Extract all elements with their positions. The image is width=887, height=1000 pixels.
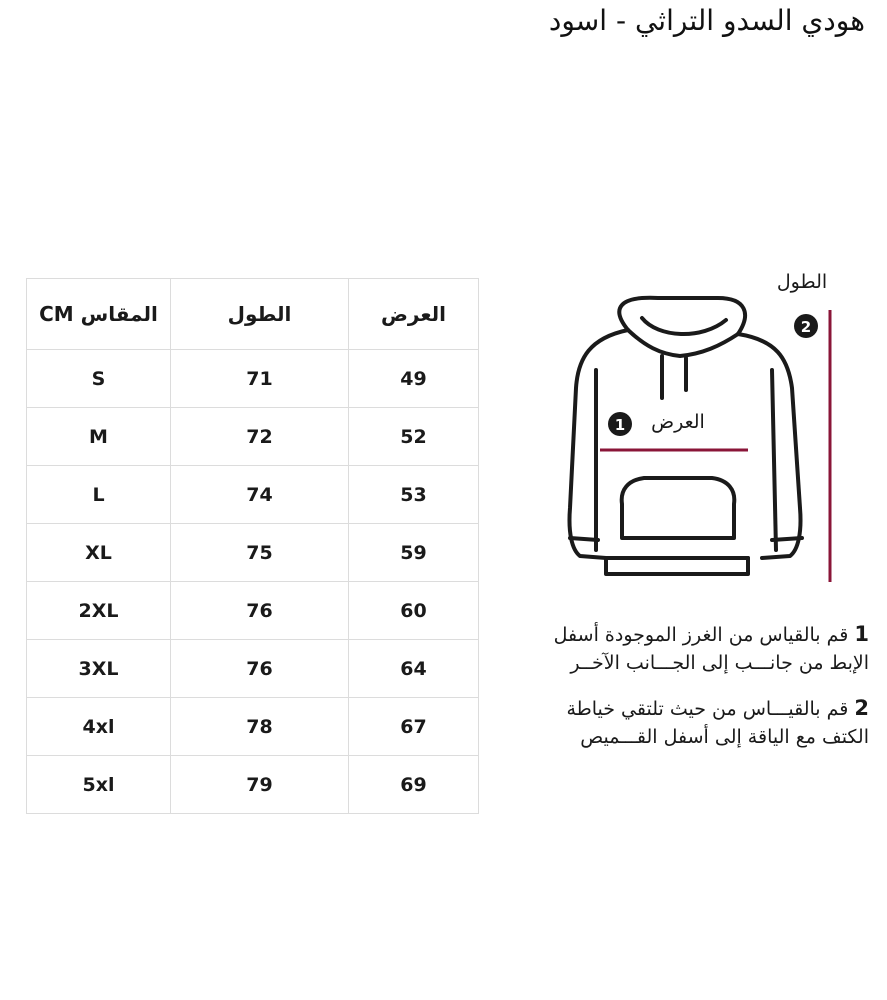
table-row bbox=[27, 756, 479, 814]
cell-width: 60 bbox=[349, 582, 479, 640]
header-width: العرض bbox=[349, 279, 479, 350]
instruction-1-number: 1 bbox=[854, 622, 869, 646]
cell-size: 4xl bbox=[27, 698, 171, 756]
instruction-1-line2: الإبط من جانـــب إلى الجـــانب الآخــر bbox=[570, 652, 869, 674]
cell-length: 76 bbox=[171, 640, 349, 698]
instruction-2-number: 2 bbox=[854, 696, 869, 720]
cell-width: 67 bbox=[349, 698, 479, 756]
hoodie-measurement-diagram bbox=[540, 258, 850, 598]
cell-length: 78 bbox=[171, 698, 349, 756]
cell-length: 71 bbox=[171, 350, 349, 408]
cell-width: 59 bbox=[349, 524, 479, 582]
size-chart-table bbox=[26, 278, 479, 814]
cell-width: 64 bbox=[349, 640, 479, 698]
cell-size: L bbox=[27, 466, 171, 524]
cell-size: S bbox=[27, 350, 171, 408]
cell-size: 2XL bbox=[27, 582, 171, 640]
instruction-2-line2: الكتف مع الياقة إلى أسفل القـــميص bbox=[580, 726, 869, 748]
cell-size: M bbox=[27, 408, 171, 466]
table-row bbox=[27, 350, 479, 408]
length-marker-number: 2 bbox=[800, 318, 812, 336]
hoodie-outline-icon bbox=[569, 298, 802, 574]
instruction-2-text: قم بالقيـــاس من حيث تلتقي خياطة bbox=[566, 698, 849, 720]
cell-width: 53 bbox=[349, 466, 479, 524]
cell-length: 76 bbox=[171, 582, 349, 640]
instruction-2-line1 bbox=[489, 694, 869, 723]
table-header-row bbox=[27, 279, 479, 350]
table-row bbox=[27, 698, 479, 756]
cell-size: 5xl bbox=[27, 756, 171, 814]
cell-size: 3XL bbox=[27, 640, 171, 698]
instruction-1-text: قم بالقياس من الغرز الموجودة أسفل bbox=[553, 624, 849, 646]
header-length: الطول bbox=[171, 279, 349, 350]
cell-width: 69 bbox=[349, 756, 479, 814]
instruction-1 bbox=[489, 620, 869, 677]
table-row bbox=[27, 466, 479, 524]
table-row bbox=[27, 524, 479, 582]
cell-length: 79 bbox=[171, 756, 349, 814]
cell-size: XL bbox=[27, 524, 171, 582]
cell-length: 72 bbox=[171, 408, 349, 466]
width-label: العرض bbox=[651, 411, 705, 433]
instruction-2 bbox=[489, 694, 869, 751]
cell-length: 74 bbox=[171, 466, 349, 524]
cell-length: 75 bbox=[171, 524, 349, 582]
page-title: هودي السدو التراثي - اسود bbox=[548, 4, 865, 37]
header-size: المقاس CM bbox=[27, 279, 171, 350]
length-label: الطول bbox=[776, 271, 828, 293]
table-row bbox=[27, 408, 479, 466]
table-row bbox=[27, 582, 479, 640]
cell-width: 49 bbox=[349, 350, 479, 408]
table-row bbox=[27, 640, 479, 698]
instruction-1-line1 bbox=[489, 620, 869, 649]
cell-width: 52 bbox=[349, 408, 479, 466]
width-marker-number: 1 bbox=[614, 416, 626, 434]
